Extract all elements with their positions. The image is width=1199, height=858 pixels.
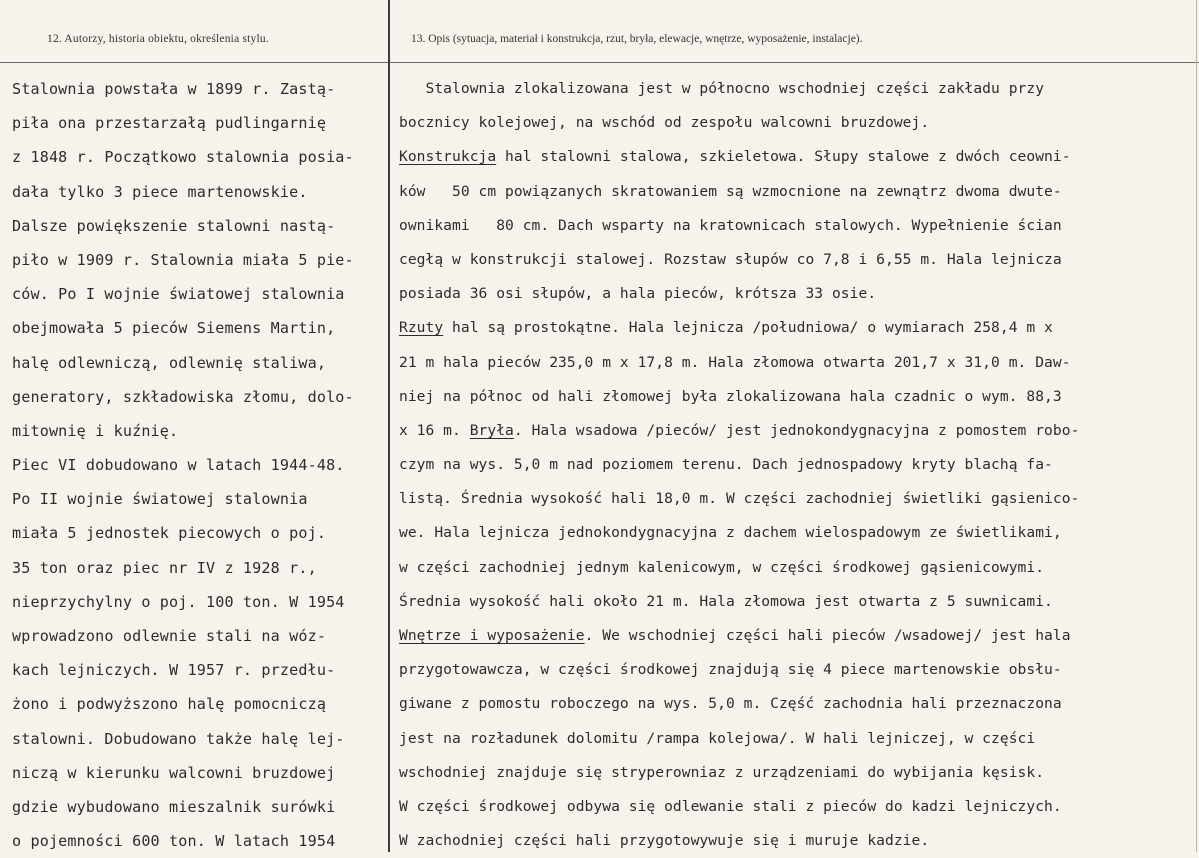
description-text-line: [399, 824, 1194, 858]
history-text-line: mitownię i kuźnię.: [12, 421, 179, 440]
underlined-section-heading: Bryła: [469, 421, 514, 439]
description-text-line: [399, 482, 1194, 516]
history-text-line: miała 5 jednostek piecowych o poj.: [12, 524, 327, 543]
header-divider: [0, 62, 1199, 63]
description-text: hal są prostokątne. Hala lejnicza /południowa/ o wymiarach 258,4 m x: [443, 319, 1053, 337]
history-text-line: Piec VI dobudowano w latach 1944-48.: [12, 456, 345, 475]
description-text-line: [399, 687, 1194, 721]
description-text-line: [399, 448, 1194, 482]
underlined-section-heading: Konstrukcja: [399, 148, 497, 166]
description-text: hal stalowni stalowa, szkieletowa. Słupy stalowe z dwóch ceowni-: [496, 148, 1071, 166]
history-text-line: Dalsze powiększenie stalowni nastą-: [12, 216, 336, 235]
description-text-line: [399, 380, 1194, 414]
description-text-line: [399, 516, 1194, 550]
description-text-line: [399, 106, 1194, 140]
description-text-line: [399, 414, 1194, 448]
description-text: we. Hala lejnicza jednokondygnacyjna z dachem wielospadowym ze świetlikami,: [399, 524, 1062, 542]
description-text-line: [399, 756, 1194, 790]
description-text-line: [399, 585, 1194, 619]
description-text-line: [399, 346, 1194, 380]
description-text: bocznicy kolejowej, na wschód od zespołu walcowni bruzdowej.: [399, 114, 930, 132]
description-text-line: [399, 209, 1194, 243]
history-text-line: niczą w kierunku walcowni bruzdowej: [12, 763, 336, 782]
description-text: giwane z pomostu roboczego na wys. 5,0 m. Część zachodnia hali przeznaczona: [399, 695, 1062, 713]
underlined-section-heading: Wnętrze i wyposażenie: [399, 627, 585, 644]
history-text-line: o pojemności 600 ton. W latach 1954: [12, 832, 336, 851]
history-text-line: z 1848 r. Początkowo stalownia posia-: [12, 148, 354, 167]
history-text-line: piło w 1909 r. Stalownia miała 5 pie-: [12, 250, 354, 269]
section-13-heading: 13. Opis (sytuacja, materiał i konstrukcja, rzut, bryła, elewacje, wnętrze, wyposażenie, instalacje).: [411, 33, 863, 45]
history-text-line: Stalownia powstała w 1899 r. Zastą-: [12, 80, 336, 98]
underlined-section-heading: Rzuty: [399, 319, 444, 337]
history-text-line: generatory, szkładowiska złomu, dolo-: [12, 387, 354, 406]
history-text-line: gdzie wybudowano mieszalnik surówki: [12, 797, 336, 816]
description-text: Stalownia zlokalizowana jest w północno wschodniej części zakładu przy: [399, 80, 1045, 97]
description-text: przygotowawcza, w części środkowej znajdują się 4 piece martenowskie obsłu-: [399, 661, 1062, 679]
description-text: . We wschodniej części hali pieców /wsadowej/ jest hala: [584, 627, 1071, 644]
history-text-line: kach lejniczych. W 1957 r. przedłu-: [12, 661, 336, 680]
description-column: [399, 72, 1194, 858]
description-text: cegłą w konstrukcji stalowej. Rozstaw słupów co 7,8 i 6,55 m. Hala lejnicza: [399, 250, 1062, 268]
description-text-line: [399, 790, 1194, 824]
history-text-line: stalowni. Dobudowano także halę lej-: [12, 729, 345, 748]
description-text-line: [399, 175, 1194, 209]
history-text-line: dała tylko 3 piece martenowskie.: [12, 182, 308, 201]
description-text-line: [399, 243, 1194, 277]
history-text-line: halę odlewniczą, odlewnię staliwa,: [12, 353, 327, 372]
description-text-line: [399, 551, 1194, 585]
description-text: w części zachodniej jednym kalenicowym, w części środkowej gąsienicowymi.: [399, 558, 1045, 576]
description-text: W zachodniej części hali przygotowywuje się i muruje kadzie.: [399, 832, 930, 850]
history-column: [12, 72, 388, 858]
description-text-line: [399, 277, 1194, 311]
description-text: posiada 36 osi słupów, a hala pieców, krótsza 33 osie.: [399, 285, 877, 303]
description-text: ownikami 80 cm. Dach wsparty na kratownicach stalowych. Wypełnienie ścian: [399, 216, 1062, 234]
history-text-line: obejmowała 5 pieców Siemens Martin,: [12, 319, 336, 338]
description-text: wschodniej znajduje się stryperowniaz z urządzeniami do wybijania kęsisk.: [399, 763, 1045, 781]
description-text: listą. Średnia wysokość hali 18,0 m. W części zachodniej świetliki gąsienico-: [399, 490, 1080, 508]
description-text: ków 50 cm powiązanych skratowaniem są wzmocnione na zewnątrz dwoma dwute-: [399, 182, 1062, 200]
description-text: niej na północ od hali złomowej była zlokalizowana hala czadnic o wym. 88,3: [399, 387, 1062, 405]
column-divider: [388, 0, 390, 852]
description-text: czym na wys. 5,0 m nad poziomem terenu. Dach jednospadowy kryty blachą fa-: [399, 456, 1053, 474]
description-text-line: [399, 619, 1194, 653]
description-text-line: [399, 72, 1194, 106]
description-text-line: [399, 140, 1194, 174]
page-edge: [1196, 0, 1197, 852]
history-text-line: 35 ton oraz piec nr IV z 1928 r.,: [12, 558, 317, 577]
description-text-line: [399, 722, 1194, 756]
description-text-line: [399, 311, 1194, 345]
description-text: jest na rozładunek dolomitu /rampa kolejowa/. W hali lejniczej, w części: [399, 729, 1036, 747]
description-text: W części środkowej odbywa się odlewanie stali z pieców do kadzi lejniczych.: [399, 797, 1062, 815]
history-text-line: ców. Po I wojnie światowej stalownia: [12, 285, 345, 304]
description-text: 21 m hala pieców 235,0 m x 17,8 m. Hala złomowa otwarta 201,7 x 31,0 m. Daw-: [399, 353, 1071, 371]
description-text-line: [399, 653, 1194, 687]
history-text-line: piła ona przestarzałą pudlingarnię: [12, 114, 327, 133]
history-text-line: wprowadzono odlewnie stali na wóz-: [12, 627, 327, 645]
description-text: . Hala wsadowa /pieców/ jest jednokondygnacyjna z pomostem robo-: [513, 421, 1080, 439]
history-text-line: nieprzychylny o poj. 100 ton. W 1954: [12, 592, 345, 611]
history-text-line: Po II wojnie światowej stalownia: [12, 490, 308, 509]
section-12-heading: 12. Autorzy, historia obiektu, określenia stylu.: [47, 33, 269, 45]
description-text: Średnia wysokość hali około 21 m. Hala złomowa jest otwarta z 5 suwnicami.: [399, 592, 1053, 610]
description-text: x 16 m.: [399, 421, 470, 439]
history-text-line: żono i podwyższono halę pomocniczą: [12, 695, 327, 714]
